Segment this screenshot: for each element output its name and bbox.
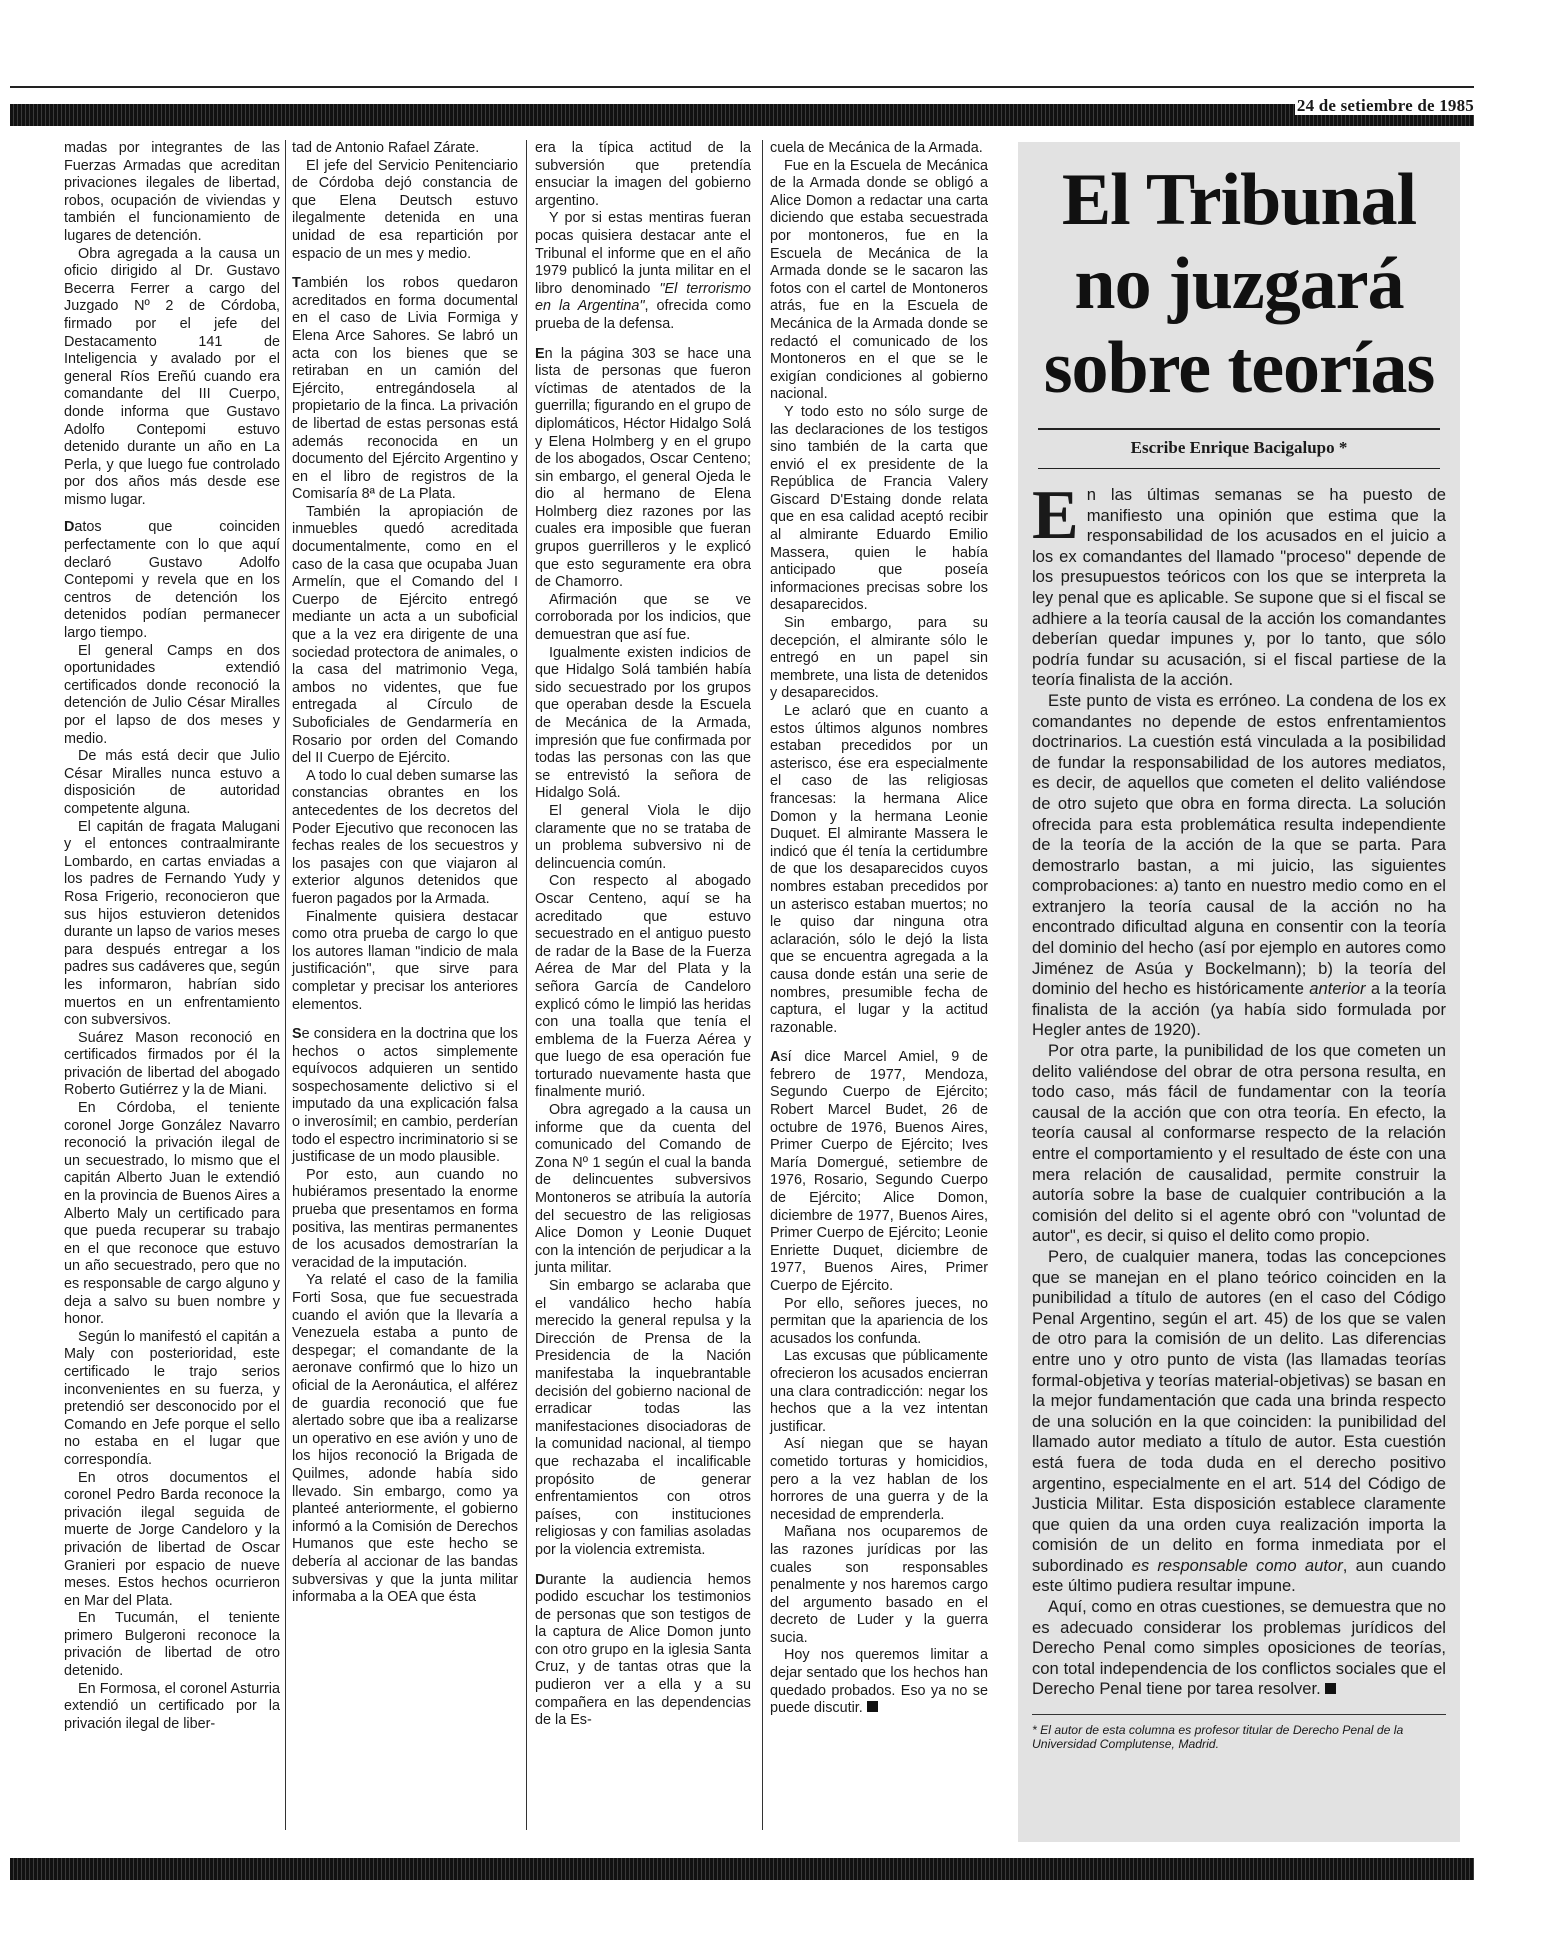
author-footnote: * El autor de esta columna es profesor titular de Derecho Penal de la Universidad Complutense, Madrid.: [1032, 1714, 1446, 1752]
end-mark-icon: [867, 1701, 878, 1712]
paragraph: En otros documentos el coronel Pedro Barda reconoce la privación ilegal seguida de muerte de Jorge Candeloro y la privación de libertad de Oscar Granieri por espacio de nueve meses. Estos hechos ocurrieron en Mar del Plata.: [64, 1469, 280, 1609]
paragraph: Así dice Marcel Amiel, 9 de febrero de 1977, Mendoza, Segundo Cuerpo de Ejército; Robert Marcel Budet, 26 de octubre de 1976, Buenos Aires, Primer Cuerpo de Ejército; Ives María Domergué, setiembre de 1976, Rosario, Segundo Cuerpo de Ejército; Alice Domon, diciembre de 1977, Buenos Aires, Primer Cuerpo de Ejército; Leonie Enriette Duquet, diciembre de 1977, Buenos Aires, Primer Cuerpo de Ejército.: [770, 1049, 988, 1294]
paragraph: Según lo manifestó el capitán a Maly con posterioridad, este certificado le trajo serios inconvenientes en su fuerza, y pretendió ser desconocido por el Comando en Jefe porque el sello no estaba en el lugar que correspondía.: [64, 1328, 280, 1468]
paragraph: Por esto, aun cuando no hubiéramos presentado la enorme prueba que presentamos en forma positiva, las mentiras permanentes de los acusados demostrarían la veracidad de la imputación.: [292, 1166, 518, 1271]
drop-cap: T: [292, 275, 301, 292]
article-column-3: [535, 140, 751, 1730]
paragraph: De más está decir que Julio César Miralles nunca estuvo a disposición de autoridad competente alguna.: [64, 748, 280, 817]
drop-cap: E: [1032, 477, 1079, 554]
paragraph: Este punto de vista es erróneo. La condena de los ex comandantes no depende de estos enfrentamientos doctrinarios. La cuestión está vinculada a la posibilidad de fundar la responsabilidad de los autores mediatos, es decir, de aquellos que cometen el delito valiéndose de otro sujeto que obra en forma directa. La solución ofrecida para esta problemática resulta independiente de la teoría de la acción de la que se parta. Para demostrarlo bastan, a mi juicio, las siguientes comprobaciones: a) tanto en nuestro medio como en el extranjero la teoría causal de la acción no ha encontrado dificultad alguna en consentir con la teoría del dominio del hecho (así por ejemplo en autores como Jiménez de Asúa y Bockelmann); b) la teoría del dominio del hecho es históricamente anterior a la teoría finalista de la acción (ya había sido formulada por Hegler antes de 1920).: [1032, 690, 1446, 1040]
paragraph: Pero, de cualquier manera, todas las concepciones que se manejan en el plano teórico coinciden en la punibilidad a título de autores (en el caso del Código Penal Argentino, según el art. 45) de los que se valen de otro para la comisión de un delito. Las diferencias entre uno y otro punto de vista (las llamadas teorías formal-objetiva y teorías material-objetivas) se basan en la mejor fundamentación que cada una brinda respecto de una solución en la que coinciden: la punibilidad del llamado autor mediato a título de autor. Esta cuestión está fuera de toda duda en el derecho positivo argentino, especialmente en el art. 514 del Código de Justicia Militar. Esta disposición establece claramente que quien da una orden cuya realización importa la comisión de un delito en forma inmediata por el subordinado es responsable como autor, aun cuando este último pudiera resultar impune.: [1032, 1246, 1446, 1596]
byline: Escribe Enrique Bacigalupo *: [1130, 438, 1348, 457]
paragraph: Suárez Mason reconoció en certificados firmados por él la privación de libertad del abogado Roberto Gutiérrez y la de Miani.: [64, 1029, 280, 1099]
paragraph: Por ello, señores jueces, no permitan que la apariencia de los acusados los confunda.: [770, 1295, 988, 1347]
sidebar-article: [1018, 142, 1460, 1842]
sidebar-headline: El Tribunal no juzgará sobre teorías: [1043, 159, 1435, 409]
paragraph: cuela de Mecánica de la Armada.: [770, 140, 983, 156]
paragraph: era la típica actitud de la subversión que pretendía ensuciar la imagen del gobierno argentino.: [535, 140, 751, 209]
paragraph: En Córdoba, el teniente coronel Jorge González Navarro reconoció la privación ilegal de un secuestrado, lo mismo que el capitán Alberto Juan le extendió en la provincia de Buenos Aires a Alberto Maly un certificado para que pueda recuperar su trabajo en el que reconoce que estuvo un año secuestrado, pero que no es responsable de cargo alguno y deja a salvo su buen nombre y honor.: [64, 1100, 281, 1328]
column-divider: [285, 140, 286, 1830]
paragraph: Así niegan que se hayan cometido torturas y homicidios, pero a la vez hablan de los horrores de una guerra y de la necesidad de emprenderla.: [770, 1436, 988, 1523]
article-column-2: [292, 140, 518, 1607]
paragraph: También la apropiación de inmuebles quedó acreditada documentalmente, como en el caso de la casa que ocupaba Juan Armelín, que el Comando del I Cuerpo de Ejército entregó mediante un acta a un suboficial que a la vez era dirigente de una sociedad protectora de animales, o la casa del matrimonio Vega, ambos no videntes, que fue entregada al Círculo de Suboficiales de Gendarmería en Rosario por orden del Comando del II Cuerpo de Ejército.: [292, 503, 518, 767]
sidebar-body: [1032, 477, 1446, 1700]
column-divider: [526, 140, 527, 1830]
paragraph: En las últimas semanas se ha puesto de manifiesto una opinión que estima que la responsabilidad de los acusados en el juicio a los ex comandantes del llamado "proceso" depende de los presupuestos teóricos con los que se interpreta la ley penal que es aplicable. Se supone que si el fiscal se adhiere a la teoría causal de la acción los comandantes deberían quedar impunes y, por lo tanto, que sólo podría fundar su acusación, si el fiscal partiese de la teoría finalista de la acción.: [1032, 477, 1446, 690]
paragraph: Fue en la Escuela de Mecánica de la Armada donde se obligó a Alice Domon a redactar una carta diciendo que estaba secuestrada por montoneros, fue en la Escuela de Mecánica de la Armada donde se le sacaron las fotos con el cartel de Montoneros atrás, fue en la Escuela de Mecánica de la Armada donde se redactó el comunicado de los Montoneros en el que se le exigían condiciones al gobierno nacional.: [770, 157, 988, 403]
paragraph: En Tucumán, el teniente primero Bulgeroni reconoce la privación de libertad de otro detenido.: [64, 1610, 280, 1680]
paragraph: Las excusas que públicamente ofrecieron los acusados encierran una clara contradicción: negar los hechos que a la vez intentan justificar.: [770, 1348, 988, 1435]
paragraph: Aquí, como en otras cuestiones, se demuestra que no es adecuado considerar los problemas jurídicos del Derecho Penal como simples oposiciones de teorías, con total independencia de los conflictos sociales que el Derecho Penal tiene por tarea resolver.: [1032, 1597, 1446, 1699]
drop-cap: E: [535, 345, 545, 362]
paragraph: Le aclaró que en cuanto a estos últimos algunos nombres estaban precedidos por un asterisco, ése era especialmente el caso de las religiosas francesas: la hermana Alice Domon y la hermana Leonie Duquet. El almirante Massera le indicó que él tenía la certidumbre de que los desaparecidos cuyos nombres estaban precedidos por un asterisco estaban muertos; no le quiso dar ninguna otra aclaración, sólo le dejó la lista que se encuentra agregada a la causa donde están una serie de nombres, presumible fecha de captura, el lugar y la actitud razonable.: [770, 703, 988, 1036]
byline-rule: [1038, 468, 1440, 469]
paragraph: A todo lo cual deben sumarse las constancias obrantes en los antecedentes de los decretos del Poder Ejecutivo que reconocen las fechas reales de los secuestros y los pasajes con que viajaron al exterior algunos detenidos que fueron pagados por la Armada.: [292, 767, 518, 907]
paragraph: También los robos quedaron acreditados en forma documental en el caso de Livia Formiga y Elena Arce Sahores. Se labró un acta con los bienes que se retiraban en un camión del Ejército, entregándosela al propietario de la finca. La privación de libertad de estas personas está además reconocida en un documento del Ejército Argentino y en el libro de registros de la Comisaría 8ª de La Plata.: [292, 275, 518, 503]
paragraph: Finalmente quisiera destacar como otra prueba de cargo lo que los autores llaman "indicio de mala justificación", que sirve para completar y precisar los anteriores elementos.: [292, 908, 518, 1013]
drop-cap: S: [292, 1026, 302, 1043]
paragraph: Obra agregada a la causa un oficio dirigido al Dr. Gustavo Becerra Ferrer a cargo del Juzgado Nº 2 de Córdoba, firmado por el jefe del Destacamento 141 de Inteligencia y avalado por el general Ríos Ereñú cuando era comandante del III Cuerpo, donde informa que Gustavo Adolfo Contepomi estuvo detenido durante un año en La Perla, y que luego fue controlado por dos años más desde ese mismo lugar.: [64, 245, 280, 508]
paragraph: Por otra parte, la punibilidad de los que cometen un delito valiéndose del obrar de otra persona resulta, en todo caso, más fácil de fundamentar con la teoría causal de la acción que con otra teoría. En efecto, la teoría causal al conformarse respecto de la relación entre el comportamiento y el resultado de éste con una mera relación de causalidad, permite construir la autoría sobre la base de cualquier contribución a la comisión del delito si el agente obró con "voluntad de autor", es decir, si quiso el delito como propio.: [1032, 1041, 1446, 1246]
paragraph: Mañana nos ocuparemos de las razones jurídicas por las cuales son responsables penalmente y nos haremos cargo del argumento basado en el decreto de Luder y la guerra sucia.: [770, 1524, 988, 1646]
paragraph: El jefe del Servicio Penitenciario de Córdoba dejó constancia de que Elena Deutsch estuvo ilegalmente detenida en una unidad de esa repartición por espacio de un mes y medio.: [292, 157, 518, 262]
paragraph: En Formosa, el coronel Asturria extendió un certificado por la privación ilegal de liber-: [64, 1680, 280, 1732]
paragraph: Igualmente existen indicios de que Hidalgo Solá también había sido secuestrado por los grupos que operaban desde la Escuela de Mecánica de la Armada, impresión que fue confirmada por todas las personas con las que se entrevistó la señora de Hidalgo Solá.: [535, 644, 751, 802]
paragraph: Con respecto al abogado Oscar Centeno, aquí se ha acreditado que estuvo secuestrado en el antiguo puesto de radar de la Base de la Fuerza Aérea de Mar del Plata y la señora García de Candeloro explicó cómo le limpió las heridas con una toalla que tenía el emblema de la Fuerza Aérea y que luego de esa operación fue torturado nuevamente hasta que finalmente murió.: [535, 873, 751, 1101]
drop-cap: A: [770, 1049, 781, 1066]
paragraph: Ya relaté el caso de la familia Forti Sosa, que fue secuestrada cuando el avión que la llevaría a Venezuela estaba a punto de despegar; el comandante de la aeronave confirmó que lo hizo un oficial de la Aeronáutica, el alférez de guardia reconoció que fue alertado sobre que iba a realizarse un operativo en ese avión y uno de los hijos reconoció la Brigada de Quilmes, adonde había sido llevado. Sin embargo, como ya planteé anteriormente, el gobierno informó a la Comisión de Derechos Humanos que este hecho se debería al accionar de las bandas subversivas y que la junta militar informaba a la OEA que ésta: [292, 1272, 518, 1606]
article-column-4: [770, 140, 988, 1718]
column-divider: [762, 140, 763, 1830]
drop-cap: D: [535, 1571, 546, 1588]
paragraph: Y por si estas mentiras fueran pocas quisiera destacar ante el Tribunal el informe que en el año 1979 publicó la junta militar en el libro denominado "El terrorismo en la Argentina", ofrecida como prueba de la defensa.: [535, 210, 752, 332]
paragraph: El capitán de fragata Malugani y el entonces contraalmirante Lombardo, en cartas enviadas a los padres de Fernando Yudy y Rosa Frigerio, reconocieron que sus hijos estuvieron detenidos durante un lapso de varios meses para después entregar a los padres sus cadáveres que, según les informaron, habrían sido muertos en un enfrentamiento con subversivos.: [64, 818, 281, 1029]
paragraph: madas por integrantes de las Fuerzas Armadas que acreditan privaciones ilegales de libertad, robos, ocupación de viviendas y también el funcionamiento de lugares de detención.: [64, 140, 280, 244]
paragraph: El general Camps en dos oportunidades extendió certificados donde reconoció la detención de Julio César Miralles por el lapso de dos meses y medio.: [64, 642, 280, 747]
paragraph: En la página 303 se hace una lista de personas que fueron víctimas de atentados de la guerrilla; figurando en el grupo de diplomáticos, Héctor Hidalgo Solá y Elena Holmberg y en el grupo de los abogados, Oscar Centeno; sin embargo, el general Ojeda le dio al hermano de Elena Holmberg diez razones por las cuales era imposible que fueran grupos guerrilleros y le explicó que esto seguramente era obra de Chamorro.: [535, 345, 751, 591]
paragraph: Obra agregado a la causa un informe que da cuenta del comunicado del Comando de Zona Nº 1 según el cual la banda de delincuentes subversivos Montoneros se atribuía la autoría del secuestro de las religiosas Alice Domon y Leonie Duquet con la intención de perjudicar a la junta militar.: [535, 1102, 751, 1277]
book-title: "El terrorismo en la Argentina": [535, 280, 752, 315]
paragraph: Y todo esto no sólo surge de las declaraciones de los testigos sino también de la carta que envió el ex presidente de la República de Francia Valery Giscard D'Estaing donde relata que en esa calidad aceptó recibir al almirante Eduardo Emilio Massera, quien le había anticipado que poseía informaciones precisas sobre los desaparecidos.: [770, 403, 988, 614]
header-band: [10, 104, 1474, 126]
paragraph: Sin embargo se aclaraba que el vandálico hecho había merecido la general repulsa y la Dirección de Prensa de la Presidencia de la Nación manifestaba la inquebrantable decisión del gobierno nacional de erradicar todas las manifestaciones disociadoras de la comunidad nacional, al tiempo que rechazaba el incalificable propósito de generar enfrentamientos con otros países, con instituciones religiosas y con familias asoladas por la violencia extremista.: [535, 1278, 751, 1558]
paragraph: Afirmación que se ve corroborada por los indicios, que demuestran que así fue.: [535, 591, 751, 644]
drop-cap: D: [64, 519, 75, 536]
paragraph: tad de Antonio Rafael Zárate.: [292, 140, 480, 156]
paragraph: Hoy nos queremos limitar a dejar sentado que los hechos han quedado probados. Eso ya no se puede discutir.: [770, 1647, 988, 1717]
top-rule: [10, 86, 1474, 88]
paragraph: Sin embargo, para su decepción, el almirante sólo le entregó en un papel sin membrete, una lista de detenidos y desaparecidos.: [770, 615, 988, 702]
footer-band: [10, 1858, 1474, 1880]
paragraph: Datos que coinciden perfectamente con lo que aquí declaró Gustavo Adolfo Contepomi y revela que en los centros de detención los detenidos podían permanecer largo tiempo.: [64, 519, 280, 642]
paragraph: Durante la audiencia hemos podido escuchar los testimonios de personas que son testigos de la captura de Alice Domon junto con otro grupo en la iglesia Santa Cruz, y de tantas otras que la pudieron ver a ella y a su compañera en las dependencias de la Es-: [535, 1571, 751, 1729]
paragraph: El general Viola le dijo claramente que no se trataba de un problema subversivo ni de delincuencia común.: [535, 802, 751, 872]
paragraph: Se considera en la doctrina que los hechos o actos simplemente equívocos adquieren un sentido sospechosamente delictivo si el imputado da una explicación falsa o inverosímil; en cambio, perderían todo el espectro incriminatorio si se justificase de un modo plausible.: [292, 1026, 518, 1166]
article-column-1: [64, 140, 280, 1733]
issue-date: 24 de setiembre de 1985: [1296, 96, 1474, 115]
end-mark-icon: [1325, 1683, 1336, 1694]
